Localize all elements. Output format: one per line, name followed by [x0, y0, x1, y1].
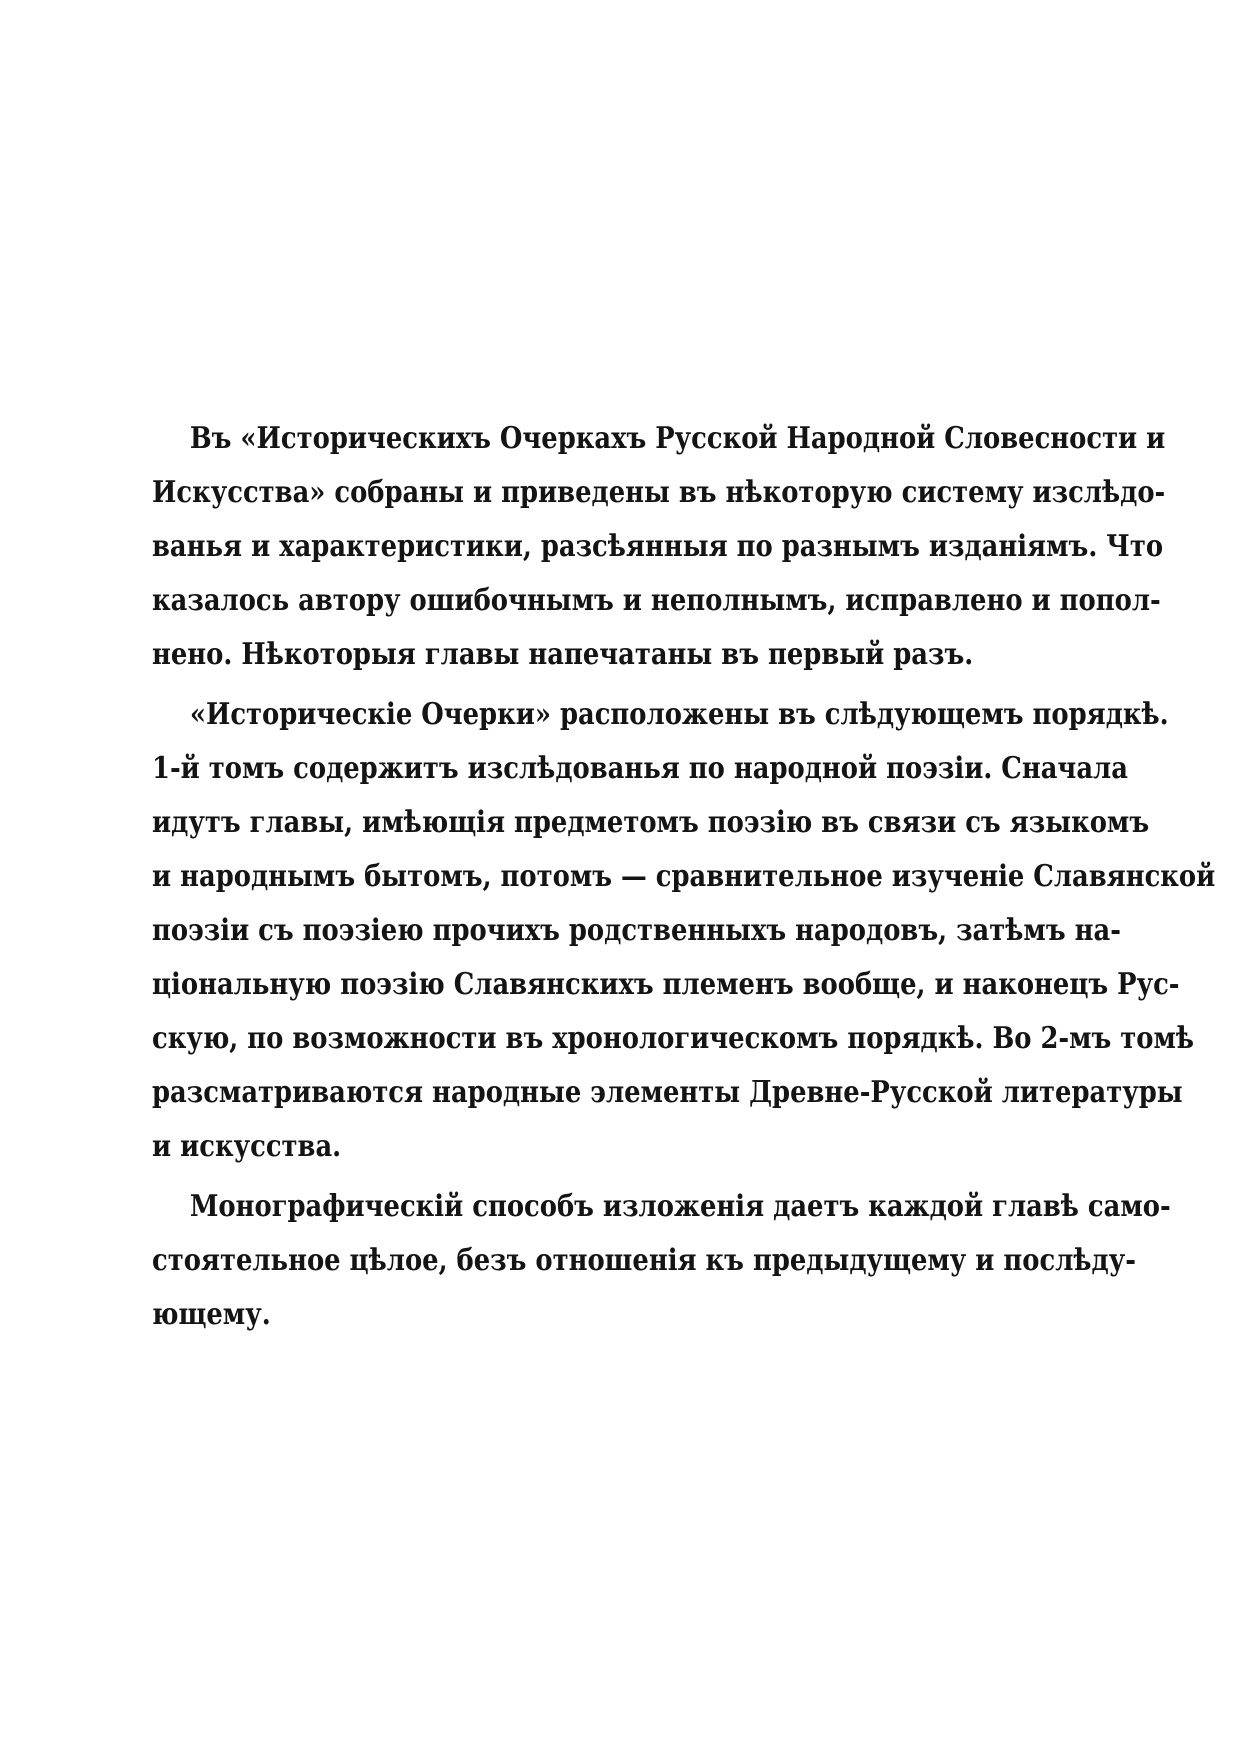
text-line: разсматриваются народные элементы Древне-Русской литературы [152, 1075, 1183, 1110]
text-line: ющему. [152, 1297, 271, 1332]
text-line: Искусства» собраны и приведены въ нѣкоторую систему изслѣдо- [152, 475, 1166, 510]
text-line: стоятельное цѣлое, безъ отношенія къ предыдущему и послѣду- [152, 1243, 1136, 1278]
text-line: и народнымъ бытомъ, потомъ — сравнительное изученіе Славянской [152, 859, 1216, 894]
body-text [152, 412, 1216, 1342]
text-line: и искусства. [152, 1129, 342, 1164]
text-line: скую, по возможности въ хронологическомъ порядкѣ. Во 2-мъ томѣ [152, 1021, 1195, 1056]
paragraph-2 [152, 688, 1216, 1174]
text-line: казалось автору ошибочнымъ и неполнымъ, исправлено и попол- [152, 583, 1161, 618]
paragraph-3 [152, 1180, 1171, 1342]
text-line: идутъ главы, имѣющія предметомъ поэзію въ связи съ языкомъ [152, 805, 1150, 840]
text-line: Монографическій способъ изложенія даетъ каждой главѣ само- [189, 1189, 1171, 1224]
text-line: ціональную поэзію Славянскихъ племенъ вообще, и наконецъ Рус- [152, 967, 1180, 1002]
text-line: «Историческіе Очерки» расположены въ слѣдующемъ порядкѣ. [189, 697, 1169, 732]
text-line: 1-й томъ содержитъ изслѣдованья по народной поэзіи. Сначала [152, 751, 1128, 786]
text-line: нено. Нѣкоторыя главы напечатаны въ первый разъ. [152, 637, 974, 672]
text-line: поэзіи съ поэзіею прочихъ родственныхъ народовъ, затѣмъ на- [152, 913, 1121, 948]
text-line: Въ «Историческихъ Очеркахъ Русской Народной Словесности и [189, 421, 1166, 456]
text-line: ванья и характеристики, разсѣянныя по разнымъ изданіямъ. Что [152, 529, 1164, 564]
paragraph-1 [152, 412, 1166, 682]
